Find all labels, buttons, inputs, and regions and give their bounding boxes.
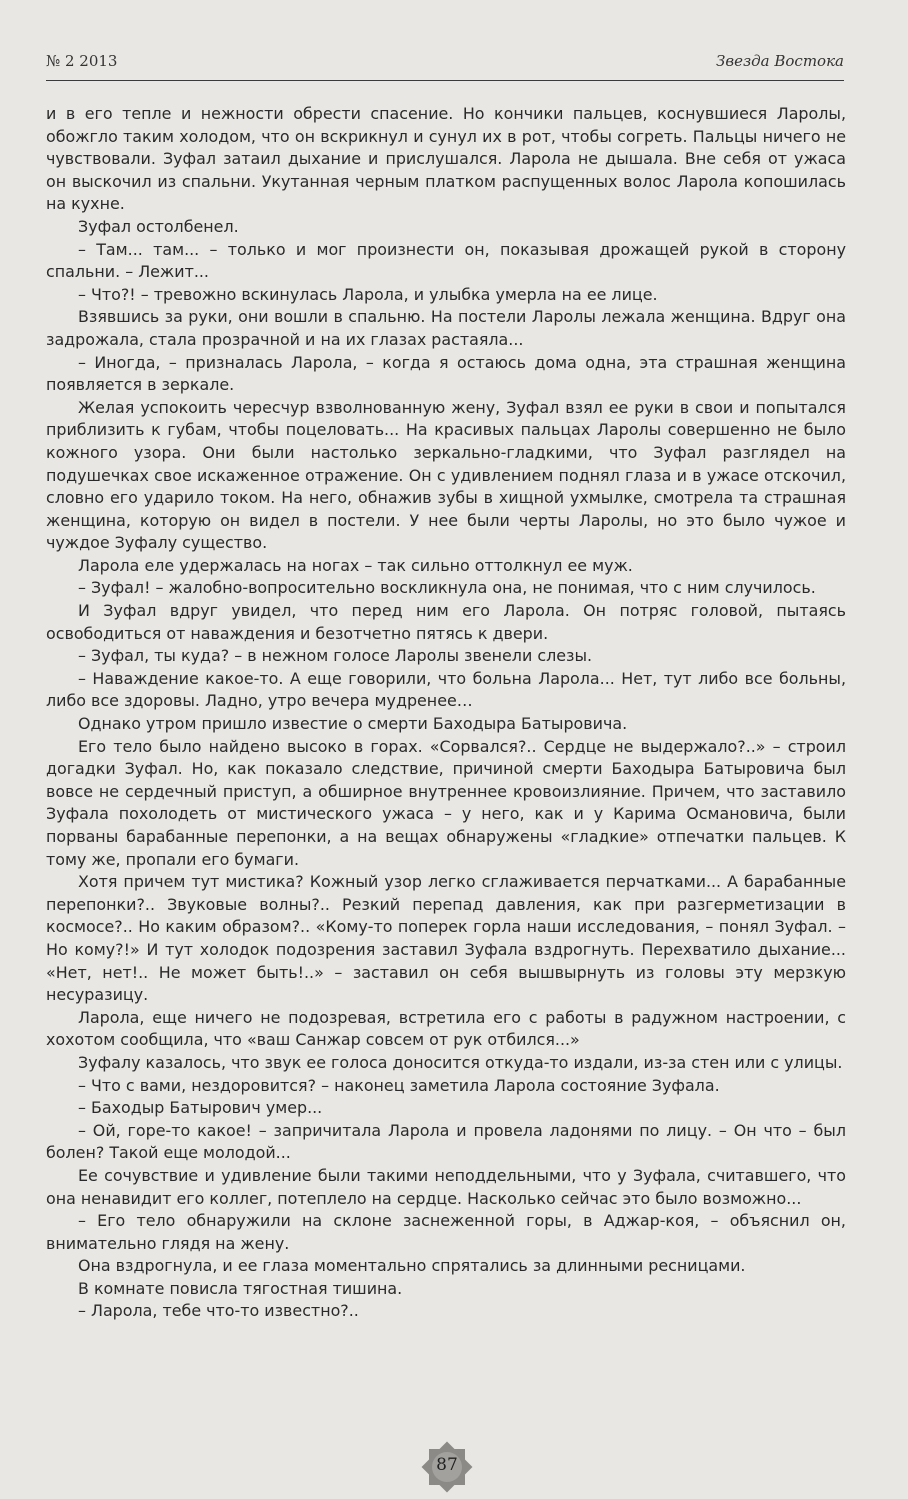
- paragraph: Ее сочувствие и удивление были такими неподдельными, что у Зуфала, считавшего, что она ненавидит его коллег, потеплело на сердце. Насколько сейчас это было возможно...: [46, 1165, 846, 1208]
- paragraph: В комнате повисла тягостная тишина.: [78, 1278, 403, 1298]
- issue-number: № 2 2013: [46, 52, 118, 70]
- paragraph: – Наваждение какое-то. А еще говорили, что больна Ларола... Нет, тут либо все больны, либо все здоровы. Ладно, утро вечера мудренее…: [46, 668, 846, 711]
- running-header: [46, 52, 844, 81]
- paragraph: – Его тело обнаружили на склоне заснеженной горы, в Аджар-коя, – объяснил он, внимательно глядя на жену.: [46, 1211, 846, 1253]
- paragraph: Она вздрогнула, и ее глаза моментально спрятались за длинными ресницами.: [78, 1256, 746, 1276]
- paragraph: – Ларола, тебе что-то известно?..: [78, 1301, 359, 1321]
- journal-title: Звезда Востока: [716, 52, 844, 70]
- paragraph: Однако утром пришло известие о смерти Баходыра Батыровича.: [78, 714, 628, 734]
- paragraph: – Там... там... – только и мог произнести он, показывая дрожащей рукой в сторону спальни. – Лежит...: [46, 239, 846, 282]
- paragraph: И Зуфал вдруг увидел, что перед ним его Ларола. Он потряс головой, пытаясь освободиться от наваждения и безотчетно пятясь к двери.: [46, 601, 846, 643]
- paragraph: Взявшись за руки, они вошли в спальню. На постели Ларолы лежала женщина. Вдруг она задрожала, стала прозрачной и на их глазах растаяла...: [46, 307, 846, 349]
- article-body: [46, 103, 846, 1433]
- paragraph: Ларола еле удержалась на ногах – так сильно оттолкнул ее муж.: [78, 555, 633, 575]
- paragraph: Желая успокоить чересчур взволнованную жену, Зуфал взял ее руки в свои и попытался приблизить к губам, чтобы поцеловать... На красивых пальцах Ларолы совершенно не было кожного узора. Они были настолько зеркально-гладкими, что Зуфал разглядел на подушечках свое искаженное отражение. Он с удивлением поднял глаза и в ужасе отскочил, словно его ударило током. На него, обнажив зубы в хищной ухмылке, смотрела та страшная женщина, которую он видел в постели. У нее были черты Ларолы, но это было чужое и чуждое Зуфалу существо.: [46, 397, 846, 553]
- paragraph: – Ой, горе-то какое! – запричитала Ларола и провела ладонями по лицу. – Он что – был болен? Такой еще молодой...: [46, 1120, 846, 1163]
- page-number: 87: [436, 1455, 458, 1475]
- paragraph: Хотя причем тут мистика? Кожный узор легко сглаживается перчатками... А барабанные перепонки?.. Звуковые волны?.. Резкий перепад давления, как при разгерметизации в космосе?.. Но каким образом?.. «Кому-то поперек горла наши исследования, – понял Зуфал. – Но кому?!» И тут холодок подозрения заставил Зуфала вздрогнуть. Перехватило дыхание... «Нет, нет!.. Не может быть!..» – заставил он себя вышвырнуть из головы эту мерзкую несуразицу.: [46, 872, 846, 1005]
- paragraph: Зуфал остолбенел.: [78, 216, 239, 236]
- paragraph: и в его тепле и нежности обрести спасение. Но кончики пальцев, коснувшиеся Ларолы, обожгло таким холодом, что он вскрикнул и сунул их в рот, чтобы согреть. Пальцы ничего не чувствовали. Зуфал затаил дыхание и прислушался. Ларола не дышала. Вне себя от ужаса он выскочил из спальни. Укутанная черным платком распущенных волос Ларола копошилась на кухне.: [46, 104, 846, 214]
- paragraph: – Иногда, – призналась Ларола, – когда я остаюсь дома одна, эта страшная женщина появляется в зеркале.: [46, 352, 846, 395]
- paragraph: Ларола, еще ничего не подозревая, встретила его с работы в радужном настроении, с хохотом сообщила, что «ваш Санжар совсем от рук отбился...»: [46, 1007, 846, 1050]
- paragraph: – Зуфал! – жалобно-вопросительно воскликнула она, не понимая, что с ним случилось.: [78, 578, 816, 598]
- page-number-badge: [420, 1440, 474, 1494]
- paragraph: Зуфалу казалось, что звук ее голоса доносится откуда-то издали, из-за стен или с улицы.: [78, 1052, 843, 1072]
- paragraph: – Зуфал, ты куда? – в нежном голосе Ларолы звенели слезы.: [78, 646, 593, 666]
- paragraph: Его тело было найдено высоко в горах. «Сорвался?.. Сердце не выдержало?..» – строил догадки Зуфал. Но, как показало следствие, причиной смерти Баходыра Батыровича был вовсе не сердечный приступ, а обширное внутреннее кровоизлияние. Причем, что заставило Зуфала похолодеть от мистического ужаса – у него, как и у Карима Османовича, были порваны барабанные перепонки, а на вещах обнаружены «гладкие» отпечатки пальцев. К тому же, пропали его бумаги.: [46, 736, 846, 869]
- paragraph: – Баходыр Батырович умер...: [78, 1098, 323, 1118]
- paragraph: – Что?! – тревожно вскинулась Ларола, и улыбка умерла на ее лице.: [78, 284, 658, 304]
- paragraph: – Что с вами, нездоровится? – наконец заметила Ларола состояние Зуфала.: [78, 1075, 720, 1095]
